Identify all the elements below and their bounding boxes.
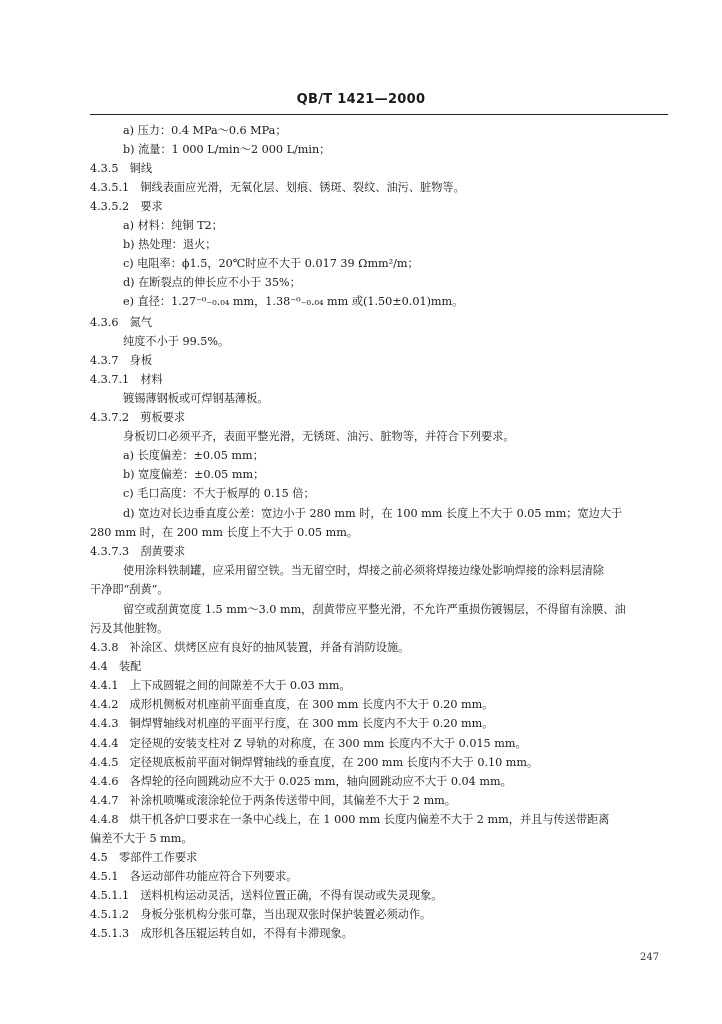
clause: 4.4.1 上下成圆辊之间的间隙差不大于 0.03 mm。	[90, 679, 351, 692]
clause-heading: 4.3.7.3 刮黄要求	[90, 545, 186, 558]
text-line: a) 材料：纯铜 T2；	[123, 219, 223, 232]
text-line: b) 热处理：退火；	[123, 238, 217, 251]
section-heading: 4.4 装配	[90, 660, 142, 673]
text-line: 留空或刮黄宽度 1.5 mm～3.0 mm，刮黄带应平整光滑，不允许严重损伤镀锡层，不得留有涂膜、油	[123, 603, 626, 616]
clause: 4.4.2 成形机侧板对机座前平面垂直度，在 300 mm 长度内不大于 0.20 mm。	[90, 698, 494, 711]
section-heading: 4.3.7 身板	[90, 354, 153, 367]
text-line: d) 在断裂点的伸长应不小于 35%；	[123, 276, 301, 289]
text-line: a) 长度偏差：±0.05 mm；	[123, 449, 264, 462]
clause: 4.3.5.1 铜线表面应光滑，无氧化层、划痕、锈斑、裂纹、油污、脏物等。	[90, 181, 465, 194]
text-line: 干净即“刮黄”。	[90, 583, 169, 596]
section-heading: 4.3.5 铜线	[90, 162, 153, 175]
clause-heading: 4.3.7.1 材料	[90, 373, 163, 386]
text-line: a) 压力：0.4 MPa～0.6 MPa；	[123, 124, 287, 137]
text-line: 280 mm 时，在 200 mm 长度上不大于 0.05 mm。	[90, 526, 359, 539]
clause: 4.5.1.1 送料机构运动灵活，送料位置正确，不得有误动或失灵现象。	[90, 889, 443, 902]
clause: 4.4.7 补涂机喷嘴或滚涂轮位于两条传送带中间，其偏差不大于 2 mm。	[90, 794, 456, 807]
clause: 4.4.8 烘干机各炉口要求在一条中心线上，在 1 000 mm 长度内偏差不大于 2 mm，并且与传送带距离	[90, 813, 610, 826]
clause: 4.4.4 定径规的安装支柱对 Z 导轨的对称度，在 300 mm 长度内不大于 0.015 mm。	[90, 737, 527, 750]
clause: 4.5.1 各运动部件功能应符合下列要求。	[90, 870, 298, 883]
text-line: e) 直径：1.27⁻⁰₋₀.₀₄ mm，1.38⁻⁰₋₀.₀₄ mm 或(1.50±0.01)mm。	[123, 295, 464, 308]
text-line: 纯度不小于 99.5%。	[123, 335, 230, 348]
text-line: 镀锡薄钢板或可焊钢基薄板。	[123, 392, 269, 405]
clause: 4.5.1.3 成形机各压辊运转自如，不得有卡滞现象。	[90, 927, 353, 940]
text-line: c) 毛口高度：不大于板厚的 0.15 倍；	[123, 487, 315, 500]
text-line: c) 电阻率：ϕ1.5，20℃时应不大于 0.017 39 Ωmm²/m；	[123, 257, 419, 270]
standard-header: QB/T 1421—2000	[296, 92, 426, 107]
section-heading: 4.3.6 氮气	[90, 316, 153, 329]
clause-heading: 4.3.5.2 要求	[90, 200, 163, 213]
text-line: 偏差不大于 5 mm。	[90, 832, 193, 845]
text-line: d) 宽边对长边垂直度公差：宽边小于 280 mm 时，在 100 mm 长度上不大于 0.05 mm；宽边大于	[123, 507, 623, 520]
text-line: b) 宽度偏差：±0.05 mm；	[123, 468, 265, 481]
clause-heading: 4.3.7.2 剪板要求	[90, 411, 186, 424]
text-line: 污及其他脏物。	[90, 622, 169, 635]
clause: 4.4.5 定径规底板前平面对铜焊臂轴线的垂直度，在 200 mm 长度内不大于 0.10 mm。	[90, 756, 539, 769]
text-line: 使用涂料铁制罐，应采用留空铁。当无留空时，焊接之前必须将焊接边缘处影响焊接的涂料层清除	[123, 564, 605, 577]
clause: 4.4.3 铜焊臂轴线对机座的平面平行度，在 300 mm 长度内不大于 0.20 mm。	[90, 717, 494, 730]
text-line: 身板切口必须平齐，表面平整光滑，无锈斑、油污、脏物等，并符合下列要求。	[123, 430, 515, 443]
header-rule	[90, 114, 668, 115]
clause: 4.5.1.2 身板分张机构分张可靠，当出现双张时保护装置必须动作。	[90, 908, 432, 921]
clause: 4.4.6 各焊轮的径向圆跳动应不大于 0.025 mm，轴向圆跳动应不大于 0.04 mm。	[90, 775, 512, 788]
page-number: 247	[640, 952, 660, 963]
clause: 4.3.8 补涂区、烘烤区应有良好的抽风装置，并备有消防设施。	[90, 641, 410, 654]
section-heading: 4.5 零部件工作要求	[90, 851, 198, 864]
text-line: b) 流量：1 000 L/min～2 000 L/min；	[123, 143, 331, 156]
